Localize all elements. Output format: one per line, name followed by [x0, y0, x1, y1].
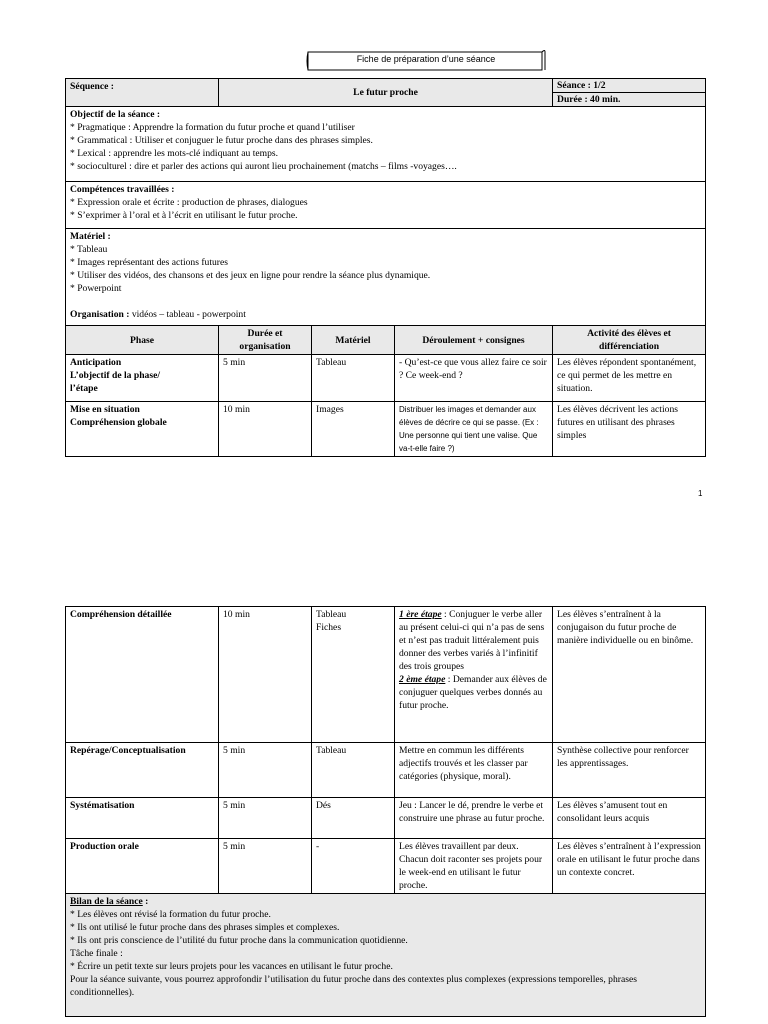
materiel-item: * Images représentant des actions futures [70, 257, 228, 268]
deroulement-cell: Les élèves travaillent par deux. Chacun doit raconter ses projets pour le week-end en utilisant le futur proche. [395, 839, 553, 894]
table-row [66, 743, 706, 798]
banner-title: Fiche de préparation d’une séance [356, 54, 496, 64]
objectif-item: * Pragmatique : Apprendre la formation du futur proche et quand l’utiliser [70, 122, 355, 133]
page2-table [65, 606, 706, 1017]
objectif-item: * Lexical : apprendre les mots-clé indiquant au temps. [70, 148, 279, 159]
organisation-value: vidéos – tableau - powerpoint [129, 309, 246, 320]
topic-cell: Le futur proche [219, 79, 553, 107]
columns-header-row [66, 326, 706, 355]
bilan-line: * Écrire un petit texte sur leurs projets pour les vacances en utilisant le futur proche. [70, 961, 393, 972]
phase-cell: Systématisation [66, 798, 219, 839]
col-header-deroulement: Déroulement + consignes [395, 326, 553, 355]
bilan-row: Bilan de la séance : * Les élèves ont révisé la formation du futur proche. * Ils ont utilisé le futur proche dans des phrases simples et complexes. * Ils ont pris conscience de l’utilité du futur proche dans la communication quotidienne. Tâche finale : * Écrire un petit texte sur leurs projets pour les vacances en utilisant le futur proche. Pour la séance suivante, vous pourrez approfondir l’utilisation du futur proche dans des contextes plus complexes (expressions temporelles, phrases conditionnelles). [66, 894, 706, 1017]
activite-cell: Les élèves répondent spontanément, ce qui permet de les mettre en situation. [553, 355, 706, 402]
page1-table [65, 78, 706, 457]
materiel-title: Matériel : [70, 231, 111, 242]
phase-cell: Production orale [66, 839, 219, 894]
activite-cell: Les élèves s’entraînent à l’expression orale en utilisant le futur proche dans un contexte concret. [553, 839, 706, 894]
phase-cell: Anticipation L’objectif de la phase/ l’étape [66, 355, 219, 402]
deroulement-cell: Jeu : Lancer le dé, prendre le verbe et construire une phrase au futur proche. [395, 798, 553, 839]
col-header-duree: Durée et organisation [219, 326, 312, 355]
materiel-cell: Dés [312, 798, 395, 839]
table-row [66, 607, 706, 743]
seance-cell: Séance : 1/2 [553, 79, 706, 93]
objectif-item: * socioculturel : dire et parler des actions qui auront lieu prochainement (matchs – films -voyages…. [70, 161, 457, 172]
table-row [66, 798, 706, 839]
table-row [66, 839, 706, 894]
competences-row [66, 182, 706, 229]
materiel-cell: Tableau [312, 743, 395, 798]
header-row [66, 79, 706, 93]
activite-cell: Les élèves décrivent les actions futures en utilisant des phrases simples [553, 402, 706, 457]
materiel-item: * Tableau [70, 244, 108, 255]
title-banner [306, 49, 546, 73]
col-header-materiel: Matériel [312, 326, 395, 355]
phase-cell: Mise en situation Compréhension globale [66, 402, 219, 457]
duree-cell: 5 min [219, 839, 312, 894]
sequence-label-cell: Séquence : [66, 79, 219, 107]
materiel-cell: Tableau Fiches [312, 607, 395, 743]
duree-cell: Durée : 40 min. [553, 93, 706, 107]
competence-item: * S’exprimer à l’oral et à l’écrit en utilisant le futur proche. [70, 210, 298, 221]
etape2-label: 2 ème étape [399, 674, 446, 685]
competences-title: Compétences travaillées : [70, 184, 175, 195]
duree-cell: 5 min [219, 743, 312, 798]
table-row [66, 355, 706, 402]
table-row [66, 402, 706, 457]
materiel-item: * Powerpoint [70, 283, 122, 294]
competence-item: * Expression orale et écrite : production de phrases, dialogues [70, 197, 308, 208]
objectifs-title: Objectif de la séance : [70, 109, 161, 120]
objectif-item: * Grammatical : Utiliser et conjuguer le futur proche dans des phrases simples. [70, 135, 373, 146]
phase-cell: Repérage/Conceptualisation [66, 743, 219, 798]
organisation-label: Organisation : [70, 309, 130, 320]
bilan-line: * Ils ont pris conscience de l’utilité du futur proche dans la communication quotidienne. [70, 935, 408, 946]
materiel-row [66, 229, 706, 326]
materiel-cell: - [312, 839, 395, 894]
etape1-label: 1 ère étape [399, 609, 442, 620]
duree-cell: 5 min [219, 798, 312, 839]
page-number: 1 [698, 489, 703, 498]
phase-cell: Compréhension détaillée [66, 607, 219, 743]
activite-cell: Synthèse collective pour renforcer les apprentissages. [553, 743, 706, 798]
deroulement-cell: - Qu’est-ce que vous allez faire ce soir ? Ce week-end ? [395, 355, 553, 402]
tache-finale-label: Tâche finale : [70, 948, 123, 959]
bilan-title: Bilan de la séance [70, 896, 143, 907]
materiel-cell: Images [312, 402, 395, 457]
duree-cell: 10 min [219, 607, 312, 743]
objectifs-row [66, 107, 706, 182]
bilan-line: Pour la séance suivante, vous pourrez approfondir l’utilisation du futur proche dans des contextes plus complexes (expressions temporelles, phrases conditionnelles). [70, 974, 637, 998]
activite-cell: Les élèves s’entraînent à la conjugaison du futur proche de manière individuelle ou en binôme. [553, 607, 706, 743]
deroulement-cell: Distribuer les images et demander aux élèves de décrire ce qui se passe. (Ex : Une personne qui tient une valise. Que va-t-elle faire ?) [395, 402, 553, 457]
materiel-cell: Tableau [312, 355, 395, 402]
etape1-text: : Conjuguer le verbe aller au présent celui-ci qui n’a pas de sens et n’est pas traduit littéralement puis donner des verbes variés à l’infinitif des trois groupes [399, 609, 545, 672]
bilan-line: * Ils ont utilisé le futur proche dans des phrases simples et complexes. [70, 922, 340, 933]
col-header-phase: Phase [66, 326, 219, 355]
materiel-item: * Utiliser des vidéos, des chansons et des jeux en ligne pour rendre la séance plus dynamique. [70, 270, 431, 281]
col-header-activite: Activité des élèves et différenciation [553, 326, 706, 355]
bilan-line: * Les élèves ont révisé la formation du futur proche. [70, 909, 271, 920]
deroulement-cell [395, 607, 553, 743]
duree-cell: 5 min [219, 355, 312, 402]
duree-cell: 10 min [219, 402, 312, 457]
etape2-text: : Demander aux élèves de conjuguer quelques verbes donnés au futur proche. [399, 674, 547, 711]
deroulement-cell: Mettre en commun les différents adjectifs trouvés et les classer par catégories (physique, moral). [395, 743, 553, 798]
activite-cell: Les élèves s’amusent tout en consolidant leurs acquis [553, 798, 706, 839]
